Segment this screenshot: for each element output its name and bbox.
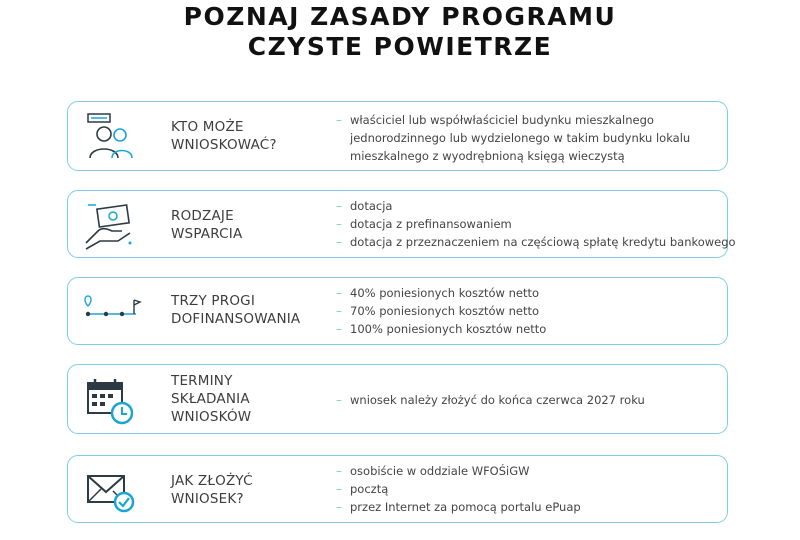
route-icon xyxy=(82,292,142,332)
money-hand-icon xyxy=(82,199,138,251)
list-item: – dotacja z prefinansowaniem xyxy=(336,217,512,231)
card-label-line: KTO MOŻE xyxy=(171,119,244,135)
list-item: – dotacja z przeznaczeniem na częściową spłatę kredytu bankowego xyxy=(336,235,736,249)
card-who-can-apply xyxy=(67,101,728,171)
list-item: – przez Internet za pomocą portalu ePuap xyxy=(336,500,581,514)
card-label-line: WNIOSKÓW xyxy=(171,409,252,425)
card-label-line: WNIOSKOWAĆ? xyxy=(171,137,277,153)
card-label-line: WSPARCIA xyxy=(171,226,243,242)
card-label-line: SKŁADANIA xyxy=(171,391,250,407)
list-item: – osobiście w oddziale WFOŚiGW xyxy=(336,464,530,478)
card-label-line: WNIOSEK? xyxy=(171,491,244,507)
card-support-types xyxy=(67,190,736,258)
calendar-clock-icon xyxy=(82,373,138,427)
list-item: – właściciel lub współwłaściciel budynku mieszkalnego xyxy=(336,113,654,127)
list-item-continuation: mieszkalnego z wyodrębnioną księgą wieczystą xyxy=(350,149,625,163)
card-label-line: TERMINY xyxy=(171,373,233,389)
title-line-2: CZYSTE POWIETRZE xyxy=(247,32,553,61)
card-label-line: RODZAJE xyxy=(171,208,234,224)
list-item-continuation: jednorodzinnego lub wydzielonego w takim budynku lokalu xyxy=(350,131,691,145)
card-label-line: JAK ZŁOŻYĆ xyxy=(171,473,253,489)
card-funding-thresholds xyxy=(67,277,728,345)
card-application-deadlines xyxy=(67,364,728,434)
page-title xyxy=(0,2,800,62)
list-item: – 100% poniesionych kosztów netto xyxy=(336,322,547,336)
card-label-line: DOFINANSOWANIA xyxy=(171,311,301,327)
person-icon xyxy=(82,110,138,162)
list-item: – 70% poniesionych kosztów netto xyxy=(336,304,540,318)
card-label-line: TRZY PROGI xyxy=(171,293,256,309)
title-line-1: POZNAJ ZASADY PROGRAMU xyxy=(183,2,617,31)
envelope-check-icon xyxy=(82,466,138,516)
card-how-to-apply xyxy=(67,455,728,523)
list-item: – wniosek należy złożyć do końca czerwca 2027 roku xyxy=(336,393,645,407)
list-item: – dotacja xyxy=(336,199,393,213)
list-item: – 40% poniesionych kosztów netto xyxy=(336,286,540,300)
list-item: – pocztą xyxy=(336,482,389,496)
